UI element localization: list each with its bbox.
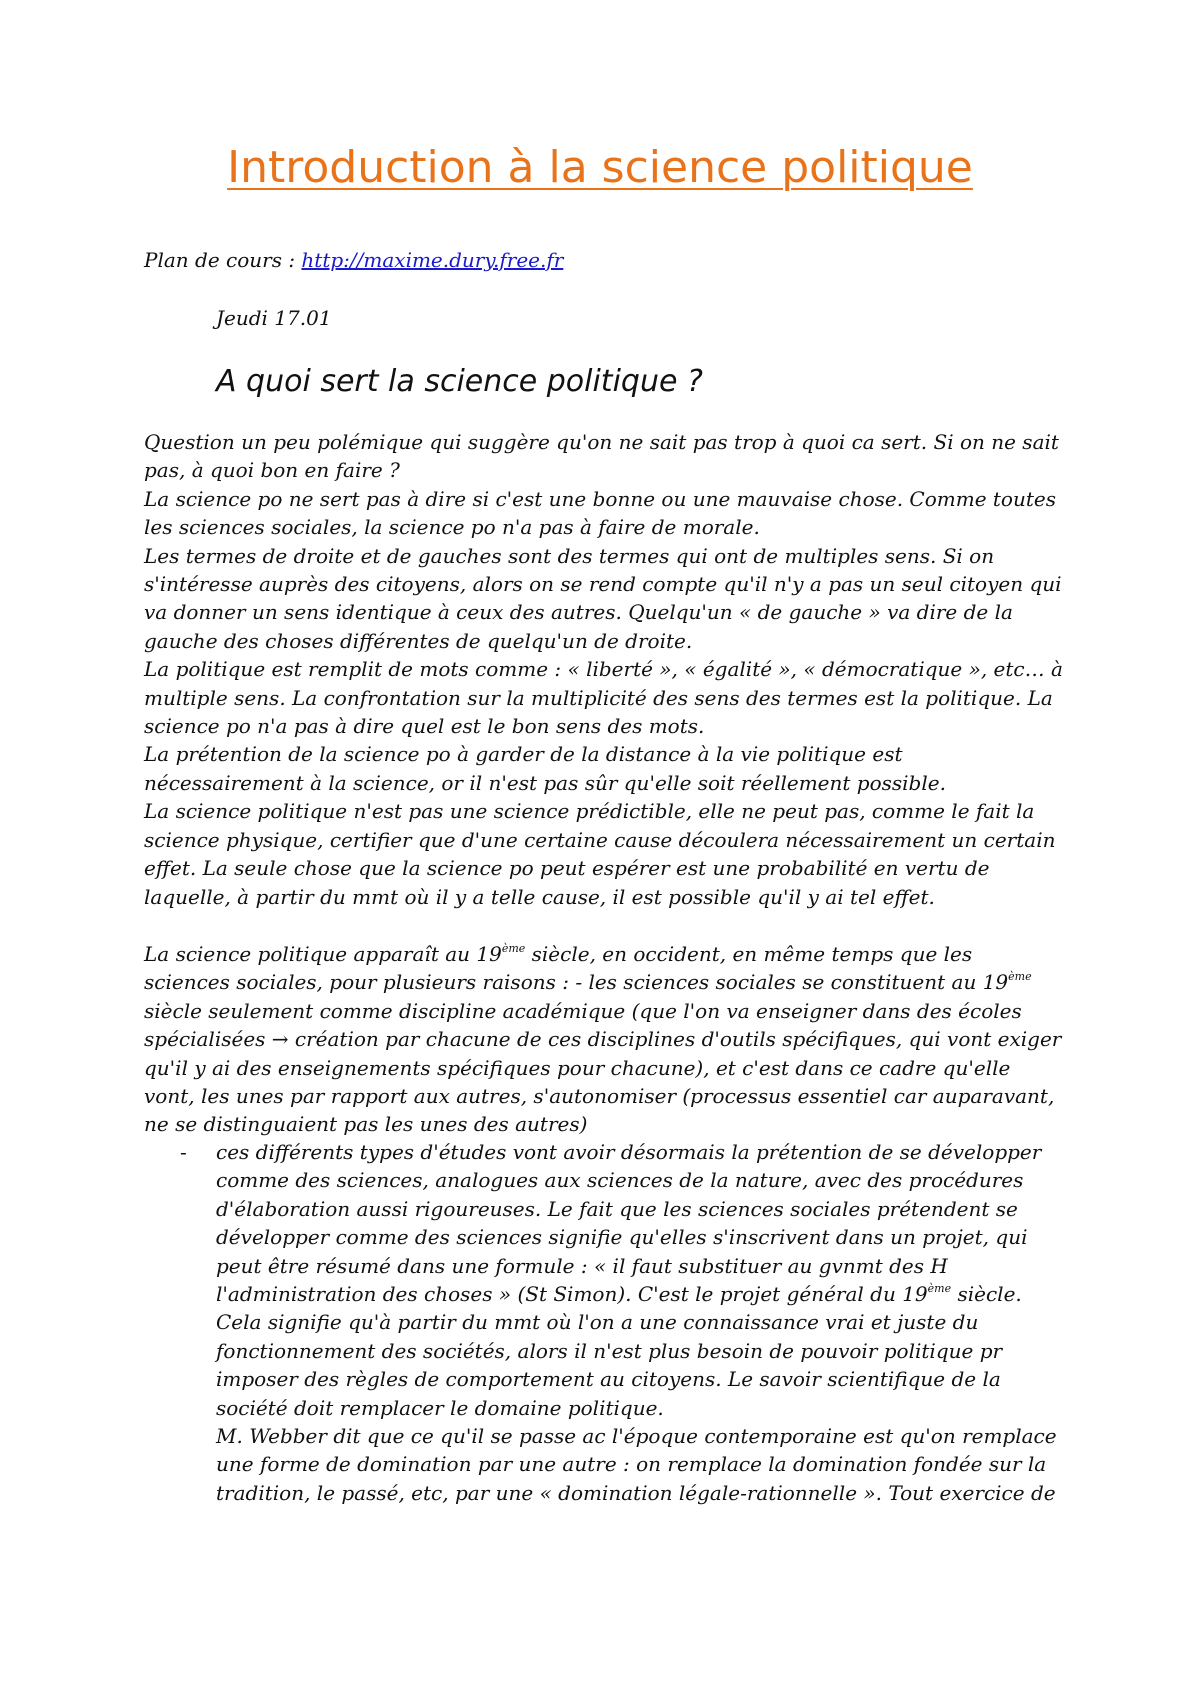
paragraph: Les termes de droite et de gauches sont des termes qui ont de multiples sens. Si on s'intéresse auprès des citoyens, alors on se rend compte qu'il n'y a pas un seul citoyen qui va donner un sens identique à ceux des autres. Quelqu'un « de gauche » va dire de la gauche des choses différentes de quelqu'un de droite.	[144, 543, 1062, 653]
document-title: Introduction à la science politique	[227, 142, 973, 193]
paragraph: La science politique n'est pas une science prédictible, elle ne peut pas, comme le fait la science physique, certifier que d'une certaine cause découlera nécessairement un certain effet. La seule chose que la science po peut espérer est une probabilité en vertu de laquelle, à partir du mmt où il y a telle cause, il est possible qu'il y ai tel effet.	[144, 799, 1056, 909]
paragraph: La politique est remplit de mots comme : « liberté », « égalité », « démocratique », etc… à multiple sens. La confrontation sur la multiplicité des sens des termes est la politique. La science po n'a pas à dire quel est le bon sens des mots.	[144, 657, 1063, 739]
paragraph: Question un peu polémique qui suggère qu'on ne sait pas trop à quoi ca sert. Si on ne sait pas, à quoi bon en faire ?	[144, 430, 1059, 483]
text-run: siècle seulement comme discipline académique (que l'on va enseigner dans des écoles spécialisées	[144, 998, 1022, 1052]
paragraph: Cela signifie qu'à partir du mmt où l'on a une connaissance vrai et juste du fonctionnement des sociétés, alors il n'est plus besoin de pouvoir politique pr imposer des règles de comportement au citoyens. Le savoir scientifique de la société doit remplacer le domaine politique.	[216, 1310, 1003, 1420]
text-run: La science politique apparaît au 19	[144, 942, 502, 966]
course-plan-label: Plan de cours :	[144, 248, 302, 272]
superscript: ème	[927, 1282, 952, 1296]
text-run: création par chacune de ces disciplines d'outils spécifiques, qui vont exiger qu'il y ai des enseignements spécifiques pour chacune), et c'est dans ce cadre qu'elle vont, les unes par rapport aux autres, s'autonomiser (processus essentiel car auparavant, ne se distinguaient pas les unes des autres)	[144, 1027, 1062, 1137]
text-run: siècle.	[951, 1282, 1022, 1307]
course-plan-link[interactable]: http://maxime.dury.free.fr	[301, 248, 564, 272]
paragraph	[216, 1138, 1064, 1308]
intro-paragraphs	[144, 428, 1064, 911]
list-item	[144, 1138, 1064, 1507]
paragraph: La science po ne sert pas à dire si c'est une bonne ou une mauvaise chose. Comme toutes les sciences sociales, la science po n'a pas à faire de morale.	[144, 486, 1056, 540]
superscript: ème	[1008, 970, 1032, 984]
origins-paragraph	[144, 940, 1064, 1139]
course-plan-line	[144, 246, 563, 274]
paragraph	[144, 940, 1064, 1139]
paragraph: La prétention de la science po à garder de la distance à la vie politique est nécessairement à la science, or il n'est pas sûr qu'elle soit réellement possible.	[144, 742, 946, 795]
section-title: A quoi sert la science politique ?	[216, 364, 703, 399]
superscript: ème	[501, 942, 526, 955]
right-arrow-icon: →	[271, 1027, 289, 1052]
list-dash: -	[180, 1140, 187, 1164]
lecture-date: Jeudi 17.01	[216, 306, 332, 330]
bullet-list	[144, 1138, 1064, 1507]
text-run: ces différents types d'études vont avoir désormais la prétention de se développer comme des sciences, analogues aux sciences de la nature, avec des procédures d'élaboration aussi rigoureuses. Le fait que les sciences sociales prétendent se développer comme des sciences signifie qu'elles s'inscrivent dans un projet, qui peut être résumé dans une formule : « il faut substituer au gvnmt des H l'administration des choses » (St Simon). C'est le projet général du 19	[216, 1140, 1042, 1307]
paragraph: M. Webber dit que ce qu'il se passe ac l'époque contemporaine est qu'on remplace une forme de domination par une autre : on remplace la domination fondée sur la tradition, le passé, etc, par une « domination légale-rationnelle ». Tout exercice de	[216, 1424, 1057, 1505]
text-run: siècle, en occident, en même temps que les sciences sociales, pour plusieurs raisons : - les sciences sociales se constituent au 19	[144, 942, 1009, 995]
